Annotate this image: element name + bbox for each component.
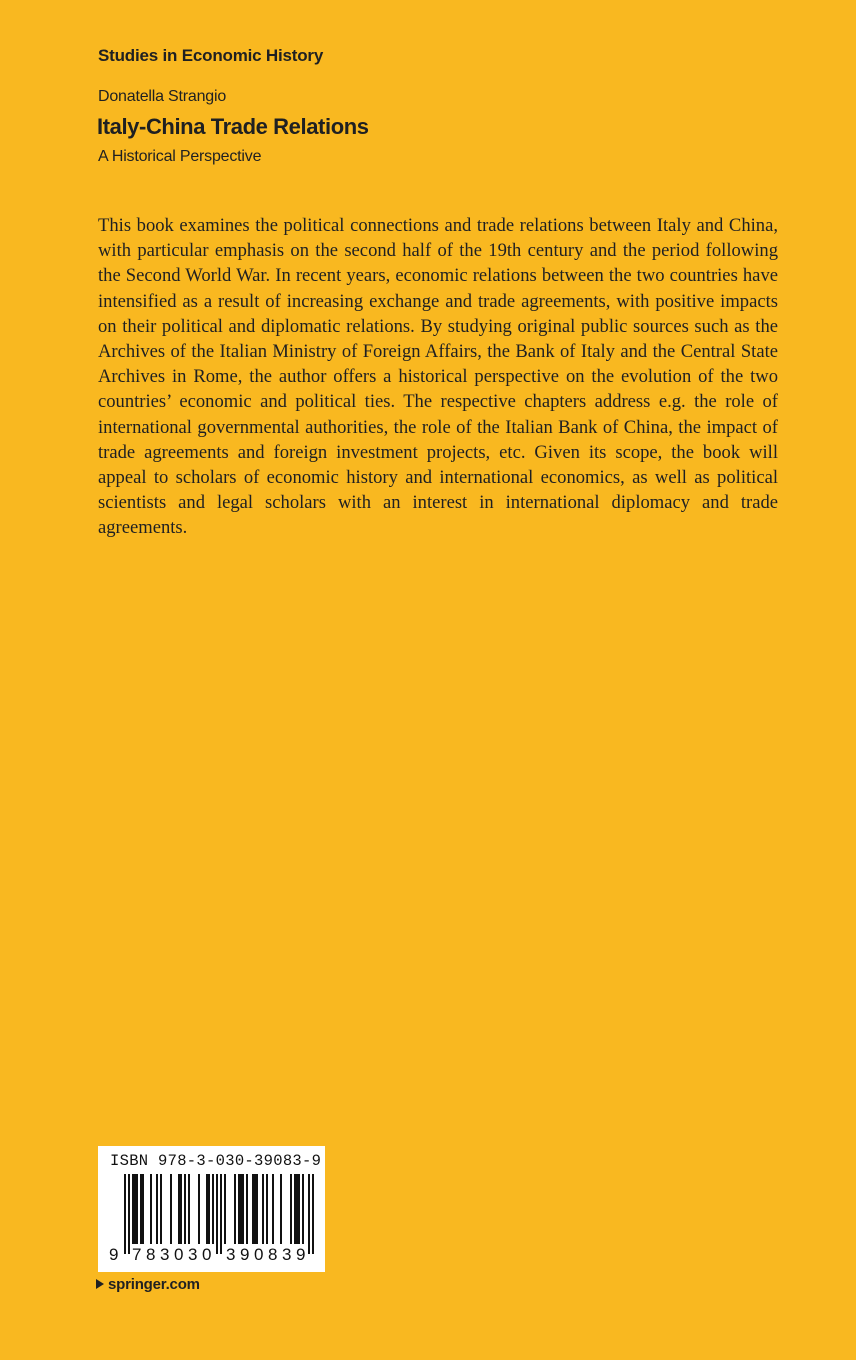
barcode-digit: 3: [188, 1245, 198, 1264]
publisher-link-label: springer.com: [108, 1276, 200, 1293]
barcode-digit: 9: [109, 1245, 119, 1264]
barcode-digits: [98, 1146, 325, 1272]
barcode-digit: 8: [268, 1245, 278, 1264]
barcode-digit: 8: [146, 1245, 156, 1264]
barcode-digit: 0: [202, 1245, 212, 1264]
publisher-link[interactable]: [96, 1276, 200, 1293]
book-title: Italy-China Trade Relations: [97, 114, 369, 139]
isbn-label: ISBN 978-3-030-39083-9: [110, 1152, 322, 1170]
barcode-digit: 3: [226, 1245, 236, 1264]
series-name: Studies in Economic History: [98, 46, 324, 65]
barcode-digit: 0: [254, 1245, 264, 1264]
barcode-digit: 0: [174, 1245, 184, 1264]
isbn-barcode: [98, 1146, 325, 1272]
book-subtitle: A Historical Perspective: [98, 148, 262, 165]
arrow-right-icon: [96, 1279, 104, 1289]
book-description: This book examines the political connections and trade relations between Italy and China, with particular emphasis on the second half of the 19th century and the period following the Second World War. In recent years, economic relations between the two countries have intensified as a result of increasing exchange and trade agreements, with positive impacts on their political and diplomatic relations. By studying original public sources such as the Archives of the Italian Ministry of Foreign Affairs, the Bank of Italy and the Central State Archives in Rome, the author offers a historical perspective on the evolution of the two countries’ economic and political ties. The respective chapters address e.g. the role of international governmental authorities, the role of the Italian Bank of China, the impact of trade agreements and foreign investment projects, etc. Given its scope, the book will appeal to scholars of economic history and international economics, as well as political scientists and legal scholars with an interest in international diplomacy and trade agreements.: [98, 215, 778, 539]
barcode-digit: 9: [296, 1245, 306, 1264]
barcode-digit: 7: [132, 1245, 142, 1264]
author-name: Donatella Strangio: [98, 88, 227, 105]
barcode-digit: 3: [160, 1245, 170, 1264]
barcode-digit: 9: [240, 1245, 250, 1264]
barcode-digit: 3: [282, 1245, 292, 1264]
